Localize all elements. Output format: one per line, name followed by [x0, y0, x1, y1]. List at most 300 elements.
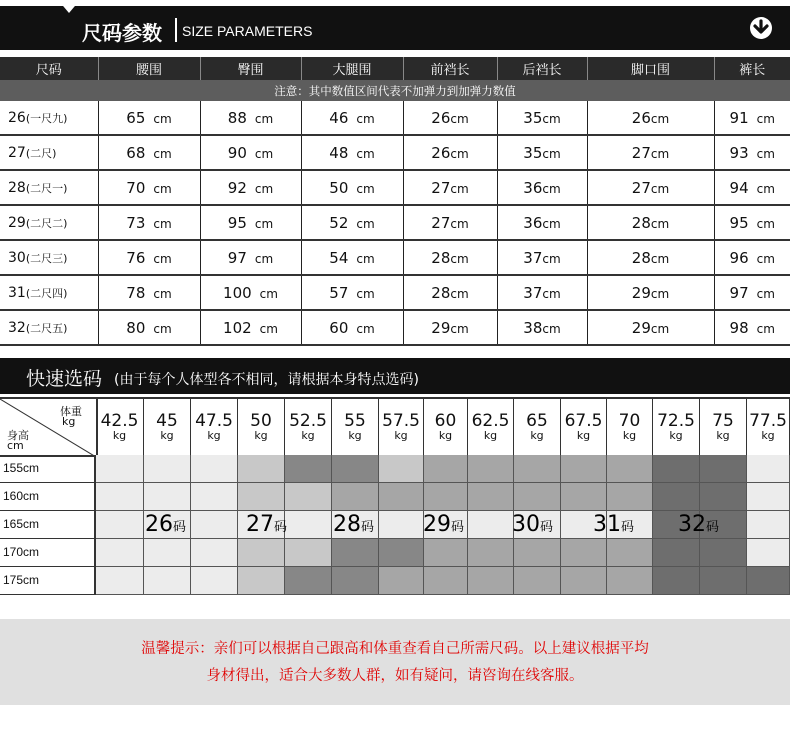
unit: cm	[450, 146, 469, 161]
grid-cell	[700, 567, 747, 595]
grid-cell	[424, 539, 468, 567]
cell-front-rise	[403, 275, 497, 310]
grid-cell	[514, 483, 561, 511]
cell-hip	[200, 135, 301, 170]
unit: cm	[356, 286, 375, 301]
unit: cm	[356, 146, 375, 161]
size-chinese: (二尺一)	[25, 181, 68, 195]
grid-cell	[238, 567, 285, 595]
value: 28	[431, 283, 451, 302]
size-label	[678, 513, 719, 540]
grid-cell	[285, 539, 332, 567]
unit: cm	[756, 286, 775, 301]
size-number: 32	[8, 319, 26, 336]
weight-value: 77.5	[749, 411, 787, 431]
grid-cell	[285, 511, 332, 539]
table-row	[0, 170, 790, 205]
value: 28	[631, 248, 651, 267]
cell-length	[714, 205, 790, 240]
weight-value: 52.5	[289, 411, 327, 431]
value: 38	[523, 318, 543, 337]
unit: cm	[542, 321, 561, 336]
unit: cm	[153, 216, 172, 231]
value: 52	[329, 213, 349, 232]
value: 35	[523, 143, 543, 162]
size-label-number: 31	[593, 512, 621, 537]
cell-front-rise	[403, 135, 497, 170]
weight-value: 72.5	[657, 411, 695, 431]
value: 92	[227, 178, 247, 197]
unit: cm	[542, 181, 561, 196]
grid-cell	[747, 511, 790, 539]
grid-cell	[379, 483, 424, 511]
header-bar	[0, 6, 790, 50]
grid-cell	[332, 567, 379, 595]
table-row	[0, 310, 790, 345]
table-row	[0, 205, 790, 240]
grid-cell	[561, 455, 607, 483]
unit: cm	[259, 286, 278, 301]
value: 96	[729, 248, 749, 267]
weight-unit: kg	[301, 429, 315, 442]
value: 26	[631, 108, 651, 127]
grid-cell	[96, 539, 144, 567]
grid-cell	[468, 455, 514, 483]
value: 28	[631, 213, 651, 232]
grid-cell	[238, 455, 285, 483]
value: 57	[329, 283, 349, 302]
size-chinese: (一尺九)	[25, 111, 68, 125]
size-label	[593, 513, 634, 540]
weight-header-cell	[561, 399, 607, 457]
grid-cell	[191, 539, 238, 567]
cell-leg-opening	[587, 170, 714, 205]
size-number: 30	[8, 249, 26, 266]
cell-hip	[200, 240, 301, 275]
unit: cm	[254, 251, 274, 266]
value: 91	[729, 108, 749, 127]
unit: cm	[153, 181, 172, 196]
height-row-label: 155cm	[0, 455, 96, 483]
size-label-number: 27	[246, 512, 274, 537]
size-number: 27	[8, 144, 26, 161]
grid-cell	[379, 511, 424, 539]
grid-cell	[191, 483, 238, 511]
unit: cm	[542, 216, 561, 231]
size-number: 26	[8, 109, 26, 126]
weight-header-cell	[700, 399, 747, 457]
cell-thigh	[301, 135, 403, 170]
weight-header-cell	[285, 399, 332, 457]
size-label-number: 28	[333, 512, 361, 537]
unit: cm	[542, 146, 561, 161]
cell-waist	[98, 310, 200, 345]
unit: cm	[650, 216, 670, 231]
cell-waist	[98, 101, 200, 135]
cell-length	[714, 170, 790, 205]
col-thigh: 大腿围	[301, 57, 403, 80]
unit: cm	[356, 216, 375, 231]
cell-leg-opening	[587, 101, 714, 135]
unit: cm	[254, 216, 274, 231]
grid-cell	[424, 483, 468, 511]
corner-weight-label: 体重	[60, 405, 82, 418]
weight-header-cell	[332, 399, 379, 457]
unit: cm	[650, 181, 670, 196]
size-cell	[0, 170, 98, 205]
grid-cell	[468, 567, 514, 595]
value: 26	[431, 143, 451, 162]
cell-hip	[200, 101, 301, 135]
unit: cm	[450, 181, 469, 196]
weight-unit: kg	[530, 429, 544, 442]
cell-waist	[98, 205, 200, 240]
unit: cm	[650, 251, 670, 266]
cell-waist	[98, 275, 200, 310]
unit: cm	[153, 111, 172, 126]
grid-cell	[653, 455, 700, 483]
size-chinese: (二尺四)	[25, 286, 68, 300]
size-number: 31	[8, 284, 26, 301]
grid-cell	[144, 483, 191, 511]
cell-waist	[98, 170, 200, 205]
grid-cell	[379, 567, 424, 595]
size-number: 28	[8, 179, 26, 196]
size-cell	[0, 275, 98, 310]
value: 93	[729, 143, 749, 162]
col-front-rise: 前裆长	[403, 57, 497, 80]
size-label	[512, 513, 553, 540]
weight-unit: kg	[160, 429, 174, 442]
weight-unit: kg	[669, 429, 683, 442]
weight-header-cell	[747, 399, 790, 457]
table-row	[0, 240, 790, 275]
cell-back-rise	[497, 205, 587, 240]
cell-length	[714, 275, 790, 310]
unit: cm	[756, 321, 775, 336]
unit: cm	[254, 181, 274, 196]
cell-back-rise	[497, 310, 587, 345]
size-label-suffix: 码	[706, 520, 720, 535]
value: 37	[523, 248, 543, 267]
quick-select-subtitle: (由于每个人体型各不相同，请根据本身特点选码)	[114, 372, 419, 388]
grid-cell	[561, 539, 607, 567]
value: 28	[431, 248, 451, 267]
size-cell	[0, 310, 98, 345]
grid-cell	[285, 455, 332, 483]
grid-cell	[607, 539, 653, 567]
value: 29	[431, 318, 451, 337]
grid-cell	[238, 539, 285, 567]
grid-corner	[0, 399, 98, 457]
grid-cell	[747, 567, 790, 595]
value: 73	[126, 213, 146, 232]
weight-value: 47.5	[195, 411, 233, 431]
size-label-suffix: 码	[361, 520, 375, 535]
grid-cell	[285, 567, 332, 595]
unit: cm	[756, 251, 775, 266]
grid-cell	[561, 567, 607, 595]
cell-length	[714, 135, 790, 170]
value: 50	[329, 178, 349, 197]
grid-cell	[144, 539, 191, 567]
weight-value: 45	[156, 411, 178, 431]
cell-thigh	[301, 240, 403, 275]
grid-cell	[561, 483, 607, 511]
size-chinese: (二尺)	[25, 146, 57, 160]
size-label-suffix: 码	[274, 520, 288, 535]
grid-cell	[191, 455, 238, 483]
value: 65	[126, 108, 146, 127]
grid-cell	[514, 567, 561, 595]
grid-cell	[332, 455, 379, 483]
size-label-number: 29	[423, 512, 451, 537]
table-row	[0, 135, 790, 170]
unit: cm	[356, 181, 375, 196]
value: 76	[126, 248, 146, 267]
weight-unit: kg	[576, 429, 591, 442]
weight-header-cell	[424, 399, 468, 457]
weight-unit: kg	[207, 429, 221, 442]
weight-header-cell	[191, 399, 238, 457]
quick-select-title: 快速选码	[26, 368, 103, 390]
unit: cm	[254, 111, 274, 126]
grid-cell	[653, 567, 700, 595]
unit: cm	[259, 321, 278, 336]
grid-cell	[332, 539, 379, 567]
weight-value: 62.5	[471, 411, 510, 431]
cell-front-rise	[403, 240, 497, 275]
grid-cell	[285, 483, 332, 511]
unit: cm	[756, 216, 775, 231]
value: 95	[227, 213, 247, 232]
header-title: 尺码参数	[82, 21, 162, 45]
size-label-suffix: 码	[173, 520, 187, 535]
cell-leg-opening	[587, 310, 714, 345]
size-chinese: (二尺五)	[25, 321, 68, 335]
grid-cell	[96, 483, 144, 511]
cell-hip	[200, 275, 301, 310]
value: 29	[631, 318, 651, 337]
col-leg-opening: 脚口围	[587, 57, 714, 80]
grid-cell	[144, 455, 191, 483]
weight-unit: kg	[394, 429, 408, 442]
size-label-number: 30	[512, 512, 540, 537]
cell-thigh	[301, 275, 403, 310]
grid-cell	[514, 539, 561, 567]
unit: cm	[254, 146, 274, 161]
grid-cell	[468, 539, 514, 567]
cell-hip	[200, 310, 301, 345]
weight-unit: kg	[112, 429, 127, 442]
unit: cm	[356, 111, 375, 126]
cell-front-rise	[403, 101, 497, 135]
value: 54	[329, 248, 349, 267]
header-divider	[175, 18, 177, 42]
size-label-suffix: 码	[451, 520, 465, 535]
unit: cm	[153, 321, 172, 336]
cell-front-rise	[403, 170, 497, 205]
value: 80	[126, 318, 146, 337]
weight-value: 50	[250, 411, 272, 431]
grid-cell	[379, 455, 424, 483]
size-label-suffix: 码	[621, 520, 635, 535]
corner-weight-unit: kg	[62, 415, 76, 428]
weight-unit: kg	[483, 429, 498, 442]
value: 35	[523, 108, 543, 127]
cell-back-rise	[497, 101, 587, 135]
value: 78	[126, 283, 146, 302]
header-subtitle: SIZE PARAMETERS	[182, 23, 313, 39]
height-row-label: 165cm	[0, 511, 96, 539]
tip-line-2: 身材得出，适合大多数人群，如有疑问，请咨询在线客服。	[206, 668, 584, 684]
unit: cm	[650, 286, 670, 301]
value: 29	[631, 283, 651, 302]
grid-cell	[514, 455, 561, 483]
grid-cell	[607, 455, 653, 483]
size-table	[0, 57, 790, 346]
weight-value: 42.5	[100, 411, 139, 431]
weight-value: 55	[344, 411, 366, 431]
cell-thigh	[301, 205, 403, 240]
unit: cm	[542, 251, 561, 266]
quick-select-bar	[0, 358, 790, 394]
grid-cell	[747, 539, 790, 567]
value: 27	[631, 178, 651, 197]
weight-unit: kg	[622, 429, 637, 442]
weight-value: 75	[712, 411, 734, 431]
value: 88	[227, 108, 247, 127]
cell-thigh	[301, 310, 403, 345]
cell-leg-opening	[587, 135, 714, 170]
size-selection-grid	[0, 397, 790, 595]
unit: cm	[756, 111, 775, 126]
height-row-label: 160cm	[0, 483, 96, 511]
col-hip: 臀围	[200, 57, 301, 80]
grid-cell	[424, 455, 468, 483]
cell-length	[714, 240, 790, 275]
weight-header-cell	[607, 399, 653, 457]
weight-value: 67.5	[564, 411, 603, 431]
weight-header-cell	[144, 399, 191, 457]
grid-cell	[700, 455, 747, 483]
weight-unit: kg	[348, 429, 362, 442]
size-label-number: 26	[145, 512, 173, 537]
value: 60	[329, 318, 349, 337]
cell-hip	[200, 170, 301, 205]
grid-cell	[96, 511, 144, 539]
unit: cm	[450, 251, 469, 266]
value: 97	[729, 283, 749, 302]
unit: cm	[650, 321, 670, 336]
grid-cell	[653, 483, 700, 511]
size-label	[145, 513, 186, 540]
weight-unit: kg	[716, 429, 730, 442]
grid-cell	[424, 567, 468, 595]
unit: cm	[756, 181, 775, 196]
cell-leg-opening	[587, 205, 714, 240]
grid-cell	[747, 455, 790, 483]
grid-cell	[379, 539, 424, 567]
grid-cell	[747, 483, 790, 511]
grid-cell	[96, 455, 144, 483]
cell-front-rise	[403, 205, 497, 240]
cell-length	[714, 101, 790, 135]
grid-cell	[144, 567, 191, 595]
unit: cm	[450, 321, 469, 336]
value: 48	[329, 143, 349, 162]
table-note: 注意：其中数值区间代表不加弹力到加弹力数值	[0, 80, 790, 101]
size-label-suffix: 码	[540, 520, 554, 535]
grid-cell	[607, 483, 653, 511]
cell-back-rise	[497, 135, 587, 170]
grid-cell	[468, 511, 514, 539]
size-label	[333, 513, 374, 540]
cell-waist	[98, 240, 200, 275]
cell-back-rise	[497, 275, 587, 310]
down-arrow-circle-icon	[750, 17, 772, 39]
unit: cm	[356, 321, 375, 336]
size-cell	[0, 205, 98, 240]
grid-cell	[191, 567, 238, 595]
grid-cell	[238, 483, 285, 511]
unit: cm	[450, 286, 469, 301]
value: 46	[329, 108, 349, 127]
size-table-header	[0, 57, 790, 80]
cell-thigh	[301, 170, 403, 205]
unit: cm	[356, 251, 375, 266]
weight-unit: kg	[254, 429, 268, 442]
size-cell	[0, 135, 98, 170]
corner-height-label: 身高	[7, 429, 29, 442]
cell-front-rise	[403, 310, 497, 345]
tip-box	[0, 619, 790, 705]
unit: cm	[153, 286, 172, 301]
cell-back-rise	[497, 240, 587, 275]
header-notch	[58, 0, 80, 13]
value: 97	[227, 248, 247, 267]
value: 70	[126, 178, 146, 197]
height-row-label: 170cm	[0, 539, 96, 567]
size-number: 29	[8, 214, 26, 231]
unit: cm	[542, 111, 561, 126]
weight-header-cell	[238, 399, 285, 457]
value: 37	[523, 283, 543, 302]
table-row	[0, 275, 790, 310]
weight-unit: kg	[761, 429, 775, 442]
size-cell	[0, 101, 98, 135]
value: 27	[431, 178, 451, 197]
height-row-label: 175cm	[0, 567, 96, 595]
size-cell	[0, 240, 98, 275]
size-chinese: (二尺二)	[25, 216, 68, 230]
size-label-number: 32	[678, 512, 706, 537]
corner-height-unit: cm	[7, 439, 24, 452]
weight-unit: kg	[438, 429, 453, 442]
value: 36	[523, 213, 543, 232]
value: 26	[431, 108, 451, 127]
unit: cm	[650, 146, 670, 161]
size-label	[423, 513, 464, 540]
grid-cell	[607, 567, 653, 595]
size-label	[246, 513, 287, 540]
value: 90	[227, 143, 247, 162]
col-waist: 腰围	[98, 57, 200, 80]
weight-value: 57.5	[382, 411, 420, 431]
size-chinese: (二尺三)	[25, 251, 68, 265]
col-size: 尺码	[0, 57, 98, 80]
value: 95	[729, 213, 749, 232]
